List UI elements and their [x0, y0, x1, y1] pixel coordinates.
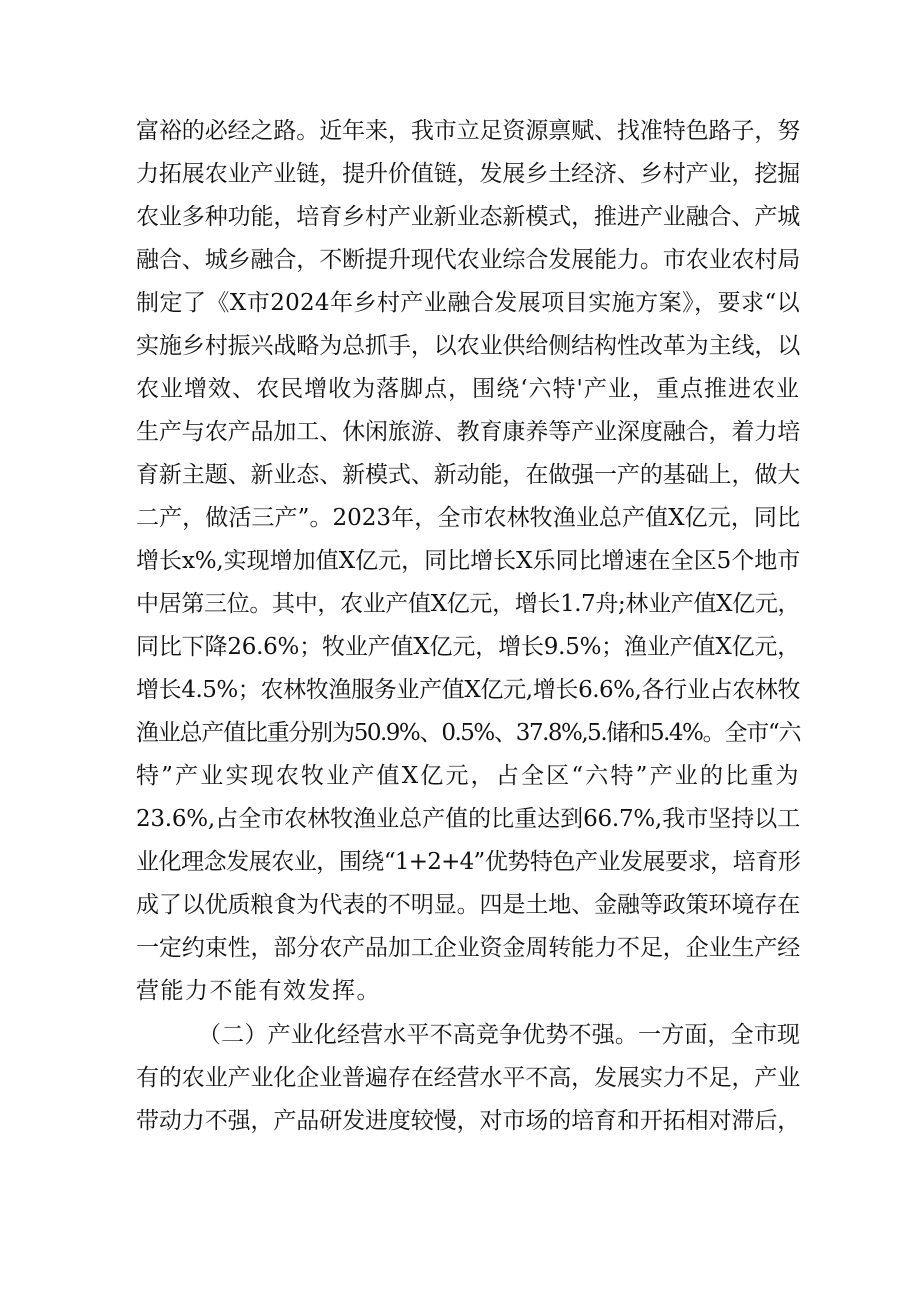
text-line: 23.6%,占全市农林牧渔业总产值的比重达到66.7%,我市坚持以工	[136, 806, 800, 832]
text-line: 带动力不强，产品研发进度较慢，对市场的培育和开拓相对滞后，	[136, 1108, 800, 1134]
text-line: 增长x%,实现增加值X亿元，同比增长X乐同比增速在全区5个地市	[136, 548, 800, 574]
text-line: 二产，做活三产”。2023年，全市农林牧渔业总产值X亿元，同比	[136, 505, 800, 531]
text-line: 力拓展农业产业链，提升价值链，发展乡土经济、乡村产业，挖掘	[136, 161, 800, 187]
text-line: 同比下降26.6%；牧业产值X亿元，增长9.5%；渔业产值X亿元，	[136, 634, 800, 660]
text-line: 一定约束性，部分农产品加工企业资金周转能力不足，企业生产经	[136, 935, 800, 961]
text-line: 渔业总产值比重分别为50.9%、0.5%、37.8%,5.储和5.4%。全市“六	[136, 720, 800, 746]
text-line: 农业增效、农民增收为落脚点，围绕‘六特'产业，重点推进农业	[136, 376, 800, 402]
section-heading-line: （二）产业化经营水平不高竞争优势不强。一方面，全市现	[198, 1022, 800, 1048]
text-line: 生产与农产品加工、休闲旅游、教育康养等产业深度融合，着力培	[136, 419, 800, 445]
text-line: 营能力不能有效发挥。	[136, 978, 381, 1004]
text-line: 育新主题、新业态、新模式、新动能，在做强一产的基础上，做大	[136, 462, 800, 488]
text-line: 融合、城乡融合，不断提升现代农业综合发展能力。市农业农村局	[136, 247, 800, 273]
text-line: 增长4.5%；农林牧渔服务业产值X亿元,增长6.6%,各行业占农林牧	[136, 677, 800, 703]
text-line: 成了以优质粮食为代表的不明显。四是土地、金融等政策环境存在	[136, 892, 800, 918]
text-line: 有的农业产业化企业普遍存在经营水平不高，发展实力不足，产业	[136, 1065, 800, 1091]
text-line: 实施乡村振兴战略为总抓手，以农业供给侧结构性改革为主线，以	[136, 333, 800, 359]
body-paragraph-1	[136, 110, 800, 1013]
text-line: 农业多种功能，培育乡村产业新业态新模式，推进产业融合、产城	[136, 204, 800, 230]
text-line: 业化理念发展农业，围绕“1+2+4”优势特色产业发展要求，培育形	[136, 849, 800, 875]
text-line: 制定了《X市2024年乡村产业融合发展项目实施方案》，要求“以	[136, 290, 800, 316]
text-line: 中居第三位。其中，农业产值X亿元，增长1.7舟;林业产值X亿元，	[136, 591, 800, 617]
body-paragraph-2	[136, 1014, 800, 1143]
text-line: 特”产业实现农牧业产值X亿元，占全区“六特”产业的比重为	[136, 763, 800, 789]
text-line: 富裕的必经之路。近年来，我市立足资源禀赋、找准特色路子，努	[136, 118, 800, 144]
